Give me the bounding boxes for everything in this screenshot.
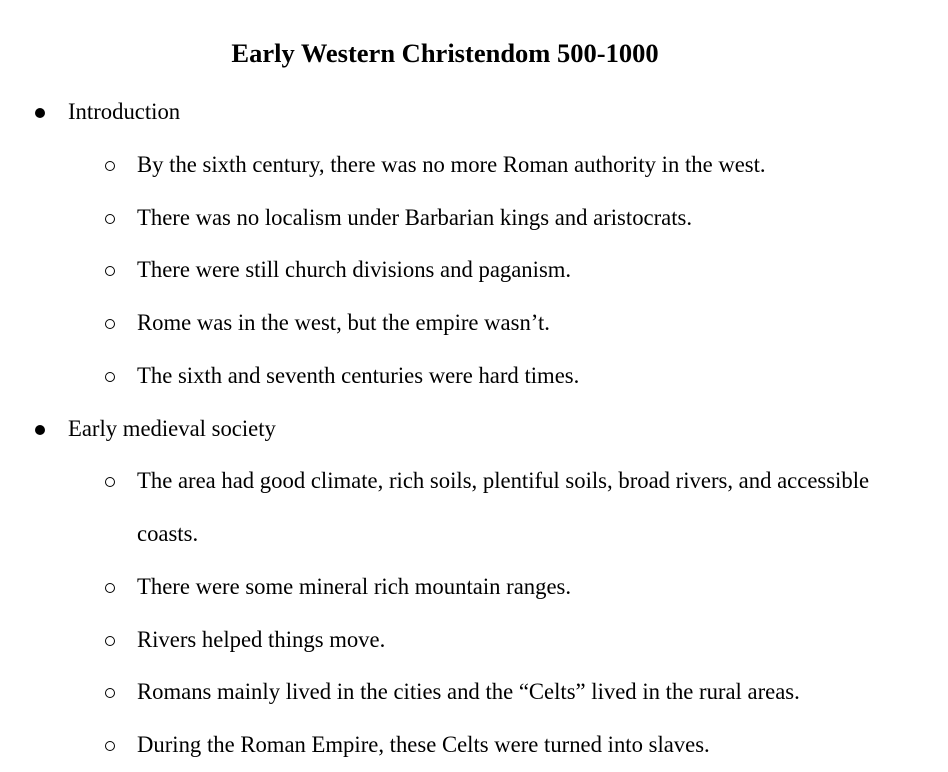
- list-item-text: There were some mineral rich mountain ranges.: [137, 573, 572, 599]
- list-item-text: There were still church divisions and paganism.: [137, 257, 572, 283]
- filled-bullet-icon: [35, 425, 45, 435]
- hollow-bullet-icon: [105, 214, 115, 224]
- list-item: [0, 297, 948, 350]
- hollow-bullet-icon: [105, 372, 115, 382]
- section-heading: Early medieval society: [68, 415, 276, 441]
- section-introduction: [0, 86, 948, 139]
- list-item-text: Rome was in the west, but the empire wasn’t.: [137, 310, 550, 335]
- document-title: Early Western Christendom 500-1000: [231, 38, 659, 68]
- list-item-text: There was no localism under Barbarian kings and aristocrats.: [137, 204, 693, 230]
- section-early-medieval-society: [0, 403, 948, 456]
- hollow-bullet-icon: [105, 741, 115, 751]
- list-item: [0, 192, 948, 245]
- hollow-bullet-icon: [105, 319, 115, 329]
- filled-bullet-icon: [35, 108, 45, 118]
- list-item: [0, 666, 948, 719]
- list-item-text: The area had good climate, rich soils, plentiful soils, broad rivers, and accessible coasts.: [137, 468, 870, 546]
- hollow-bullet-icon: [105, 161, 115, 171]
- list-item-text: Romans mainly lived in the cities and the “Celts” lived in the rural areas.: [137, 679, 800, 705]
- list-item-text: During the Roman Empire, these Celts were turned into slaves.: [137, 732, 710, 757]
- list-item-text: By the sixth century, there was no more Roman authority in the west.: [137, 151, 766, 177]
- hollow-bullet-icon: [105, 583, 115, 593]
- outline-list: [0, 86, 948, 759]
- list-item-text: The sixth and seventh centuries were hard times.: [137, 362, 580, 388]
- list-item: [0, 455, 948, 561]
- list-item: [0, 350, 948, 403]
- list-item: [0, 719, 948, 759]
- list-item: [0, 244, 948, 297]
- hollow-bullet-icon: [105, 688, 115, 698]
- list-item: [0, 139, 948, 192]
- list-item: [0, 561, 948, 614]
- hollow-bullet-icon: [105, 636, 115, 646]
- hollow-bullet-icon: [105, 266, 115, 276]
- list-item-text: Rivers helped things move.: [137, 626, 386, 652]
- section-heading: Introduction: [68, 99, 181, 124]
- list-item: [0, 614, 948, 667]
- hollow-bullet-icon: [105, 477, 115, 487]
